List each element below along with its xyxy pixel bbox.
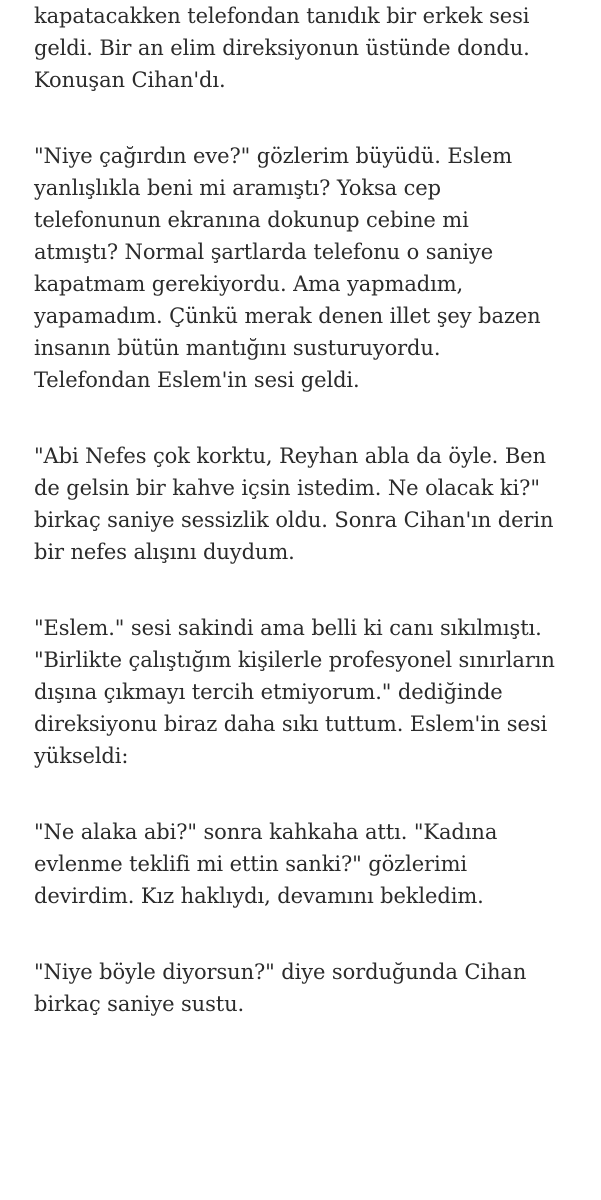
story-text (34, 0, 601, 1020)
text-line: "Birlikte çalıştığım kişilerle profesyonel sınırların (34, 648, 555, 672)
text-line: Telefondan Eslem'in sesi geldi. (34, 368, 360, 392)
text-line: direksiyonu biraz daha sıkı tuttum. Eslem'in sesi (34, 712, 548, 736)
text-line: evlenme teklifi mi ettin sanki?" gözlerimi (34, 852, 468, 876)
text-line: Konuşan Cihan'dı. (34, 68, 226, 92)
text-line: yapamadım. Çünkü merak denen illet şey bazen (34, 304, 541, 328)
text-line: yanlışlıkla beni mi aramıştı? Yoksa cep (34, 176, 441, 200)
text-line: "Niye böyle diyorsun?" diye sorduğunda Cihan (34, 960, 527, 984)
paragraph-1 (34, 0, 601, 96)
paragraph-2 (34, 140, 601, 396)
text-line: dışına çıkmayı tercih etmiyorum." dediğinde (34, 680, 503, 704)
text-line: devirdim. Kız haklıydı, devamını bekledim. (34, 884, 484, 908)
text-line: de gelsin bir kahve içsin istedim. Ne olacak ki?" (34, 476, 540, 500)
text-line: "Eslem." sesi sakindi ama belli ki canı sıkılmıştı. (34, 616, 542, 640)
paragraph-5 (34, 816, 601, 912)
text-line: insanın bütün mantığını susturuyordu. (34, 336, 441, 360)
text-line: yükseldi: (34, 744, 129, 768)
text-line: bir nefes alışını duydum. (34, 540, 295, 564)
text-line: birkaç saniye sustu. (34, 992, 245, 1016)
text-line: "Ne alaka abi?" sonra kahkaha attı. "Kadına (34, 820, 498, 844)
paragraph-6 (34, 956, 601, 1020)
text-line: kapatacakken telefondan tanıdık bir erkek sesi (34, 4, 530, 28)
text-line: birkaç saniye sessizlik oldu. Sonra Cihan'ın derin (34, 508, 554, 532)
text-line: atmıştı? Normal şartlarda telefonu o saniye (34, 240, 494, 264)
text-line: "Abi Nefes çok korktu, Reyhan abla da öyle. Ben (34, 444, 546, 468)
text-line: "Niye çağırdın eve?" gözlerim büyüdü. Eslem (34, 144, 513, 168)
paragraph-3 (34, 440, 601, 568)
text-line: geldi. Bir an elim direksiyonun üstünde dondu. (34, 36, 530, 60)
paragraph-4 (34, 612, 601, 772)
text-line: telefonunun ekranına dokunup cebine mi (34, 208, 469, 232)
text-line: kapatmam gerekiyordu. Ama yapmadım, (34, 272, 464, 296)
